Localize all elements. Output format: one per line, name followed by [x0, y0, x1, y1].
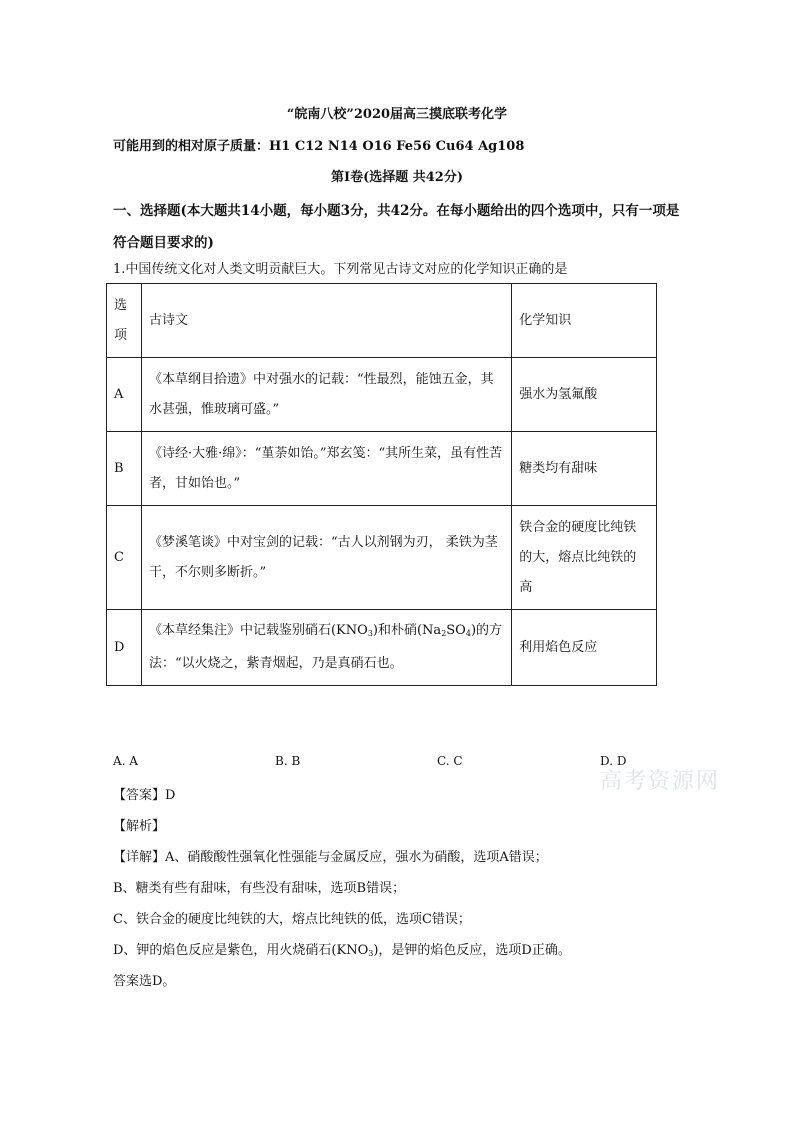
choice-c: C. C — [437, 754, 463, 768]
row-key: B — [107, 432, 142, 506]
row-poem: 《诗经·大雅·绵》：“堇荼如饴。”郑玄笺：“其所生菜，虽有性苦者，甘如饴也。” — [141, 432, 511, 506]
row-poem: 《本草纲目拾遗》中对强水的记载：“性最烈，能蚀五金，其水甚强，惟玻璃可盛。” — [141, 358, 511, 432]
row-key: C — [107, 506, 142, 610]
header-cell-poem: 古诗文 — [141, 284, 511, 358]
answer-line: 【答案】D — [113, 788, 176, 803]
analysis-label: 【解析】 — [113, 819, 166, 834]
row-key: A — [107, 358, 142, 432]
detail-line-a: 【详解】A、硝酸酸性强氧化性强能与金属反应，强水为硝酸，选项A错误； — [113, 850, 548, 865]
table-row — [107, 358, 657, 432]
header-cell-knowledge: 化学知识 — [512, 284, 657, 358]
options-table — [106, 283, 657, 686]
row-knowledge: 铁合金的硬度比纯铁的大，熔点比纯铁的高 — [512, 506, 657, 610]
choice-a: A. A — [113, 754, 138, 768]
row-knowledge: 强水为氢氟酸 — [512, 358, 657, 432]
detail-line-c: C、铁合金的硬度比纯铁的大，熔点比纯铁的低，选项C错误； — [113, 912, 471, 927]
question-stem: 1.中国传统文化对人类文明贡献巨大。下列常见古诗文对应的化学知识正确的是 — [113, 262, 568, 277]
table-row — [107, 610, 657, 686]
atomic-mass-line: 可能用到的相对原子质量：H1 C12 N14 O16 Fe56 Cu64 Ag108 — [113, 139, 525, 154]
exam-title: “皖南八校”2020届高三摸底联考化学 — [286, 107, 508, 122]
section-heading: 第Ⅰ卷(选择题 共42分) — [331, 170, 463, 185]
choice-d: D. D — [600, 754, 627, 768]
row-knowledge: 糖类均有甜味 — [512, 432, 657, 506]
detail-line-d: D、钾的焰色反应是紫色，用火烧硝石$(KNO_3)$，是钾的焰色反应，选项D正确。 — [113, 943, 571, 958]
row-knowledge: 利用焰色反应 — [512, 610, 657, 686]
table-row — [107, 432, 657, 506]
conclusion-line: 答案选D。 — [113, 974, 176, 989]
row-poem: 《本草经集注》中记载鉴别硝石$(KNO_3)$和朴硝$(Na_2SO_4)$的方法：“以火烧之，紫青烟起，乃是真硝石也。 — [141, 610, 511, 686]
detail-line-b: B、糖类有些有甜味，有些没有甜味，选项B错误； — [113, 881, 406, 896]
choice-b: B. B — [275, 754, 301, 768]
table-header-row — [107, 284, 657, 358]
row-poem: 《梦溪笔谈》中对宝剑的记载：“古人以剂钢为刃， 柔铁为茎干，不尔则多断折。” — [141, 506, 511, 610]
part-heading: 一、选择题(本大题共14小题，每小题3分，共42分。在每小题给出的四个选项中，只有一项是符合题目要求的) — [113, 203, 680, 251]
header-cell-option: 选项 — [107, 284, 142, 358]
row-key: D — [107, 610, 142, 686]
watermark-logo: 高考资源网 — [600, 769, 721, 794]
table-row — [107, 506, 657, 610]
